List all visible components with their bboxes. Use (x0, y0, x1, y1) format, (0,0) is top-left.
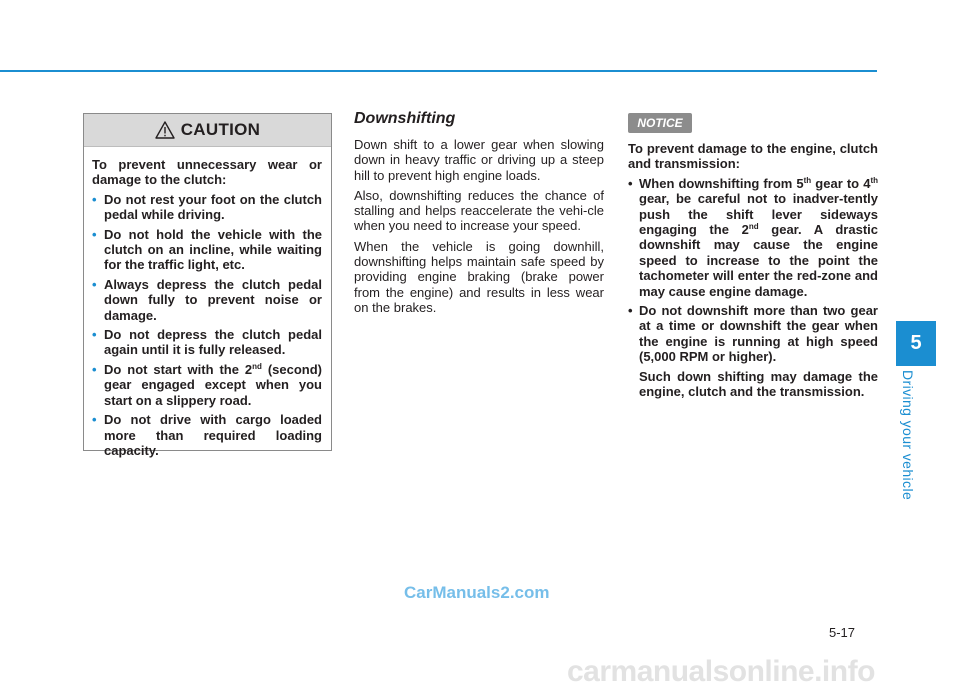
body-paragraph: Down shift to a lower gear when slowing down in heavy traffic or driving up a steep hill to prevent high engine loads. (354, 137, 604, 183)
watermark: carmanualsonline.info (567, 655, 875, 688)
caution-item (92, 192, 322, 223)
bullet-icon: • (92, 191, 97, 207)
notice-badge: NOTICE (628, 113, 692, 133)
body-paragraph: When the vehicle is going downhill, downshifting helps maintain safe speed by providing engine braking (brake power from the engine) and results in less wear on the brakes. (354, 238, 604, 315)
header-rule (0, 70, 877, 72)
caution-item-text: Do not start with the 2 (104, 361, 253, 377)
notice-item-text: gear to 4 (811, 175, 871, 191)
bullet-icon: • (92, 327, 97, 343)
caution-item (92, 412, 322, 458)
notice-intro: To prevent damage to the engine, clutch and transmission: (628, 141, 878, 172)
watermark-link[interactable]: CarManuals2.com (404, 583, 550, 602)
notice-item-text: gear. A drastic downshift may cause the engine speed to increase to the point the tachometer will enter the red-zone and may cause engine damage. (639, 222, 878, 299)
bullet-icon: • (92, 226, 97, 242)
bullet-icon: • (92, 361, 97, 377)
bullet-icon: • (92, 276, 97, 292)
bullet-icon: • (628, 175, 633, 191)
caution-header (84, 114, 331, 147)
page-number: 5-17 (829, 625, 856, 640)
caution-intro: To prevent unnecessary wear or damage to the clutch: (92, 157, 322, 188)
caution-item-text: Do not depress the clutch pedal again until it is fully released. (104, 327, 322, 358)
caution-item (92, 362, 322, 408)
chapter-title: Driving your vehicle (900, 370, 916, 501)
section-heading: Downshifting (354, 110, 456, 127)
caution-box (83, 113, 332, 458)
caution-title: CAUTION (180, 120, 261, 139)
notice-item-text: gear, be careful not to inadver-tently push the shift lever sideways engaging the 2 (639, 191, 878, 238)
caution-item-text: Always depress the clutch pedal down fully to prevent noise or damage. (104, 276, 322, 323)
bullet-icon: • (92, 412, 97, 428)
caution-body (84, 147, 331, 458)
notice-item-text: When downshifting from 5 (639, 175, 804, 191)
notice-item (628, 176, 878, 299)
caution-item (92, 227, 322, 273)
caution-list (92, 192, 322, 459)
notice-item-text: Do not downshift more than two gear at a time or downshift the gear when the engine is running at high speed (5,000 RPM or higher). (639, 303, 878, 365)
caution-item (92, 327, 322, 358)
notice-list (628, 176, 878, 400)
ordinal-suffix: th (870, 175, 878, 185)
notice-section (628, 141, 878, 404)
caution-item (92, 277, 322, 323)
caution-item-text: Do not drive with cargo loaded more than required loading capacity. (104, 412, 322, 458)
warning-triangle-icon (155, 121, 175, 139)
notice-item (628, 303, 878, 399)
body-paragraph: Also, downshifting reduces the chance of stalling and helps reaccelerate the vehi-cle when you need to increase your speed. (354, 187, 604, 234)
chapter-tab: 5 (896, 321, 936, 366)
notice-item-note: Such down shifting may damage the engine, clutch and the transmission. (639, 368, 878, 400)
ordinal-suffix: th (803, 175, 812, 185)
bullet-icon: • (628, 303, 633, 319)
caution-item-text: Do not rest your foot on the clutch pedal while driving. (104, 191, 322, 223)
downshifting-section (354, 110, 604, 320)
ordinal-suffix: nd (252, 361, 262, 371)
caution-item-text: Do not hold the vehicle with the clutch on an incline, while waiting for the traffic light, etc. (104, 226, 322, 273)
ordinal-suffix: nd (748, 222, 759, 232)
caution-item-text: (second) gear engaged except when you start on a slippery road. (104, 361, 322, 408)
